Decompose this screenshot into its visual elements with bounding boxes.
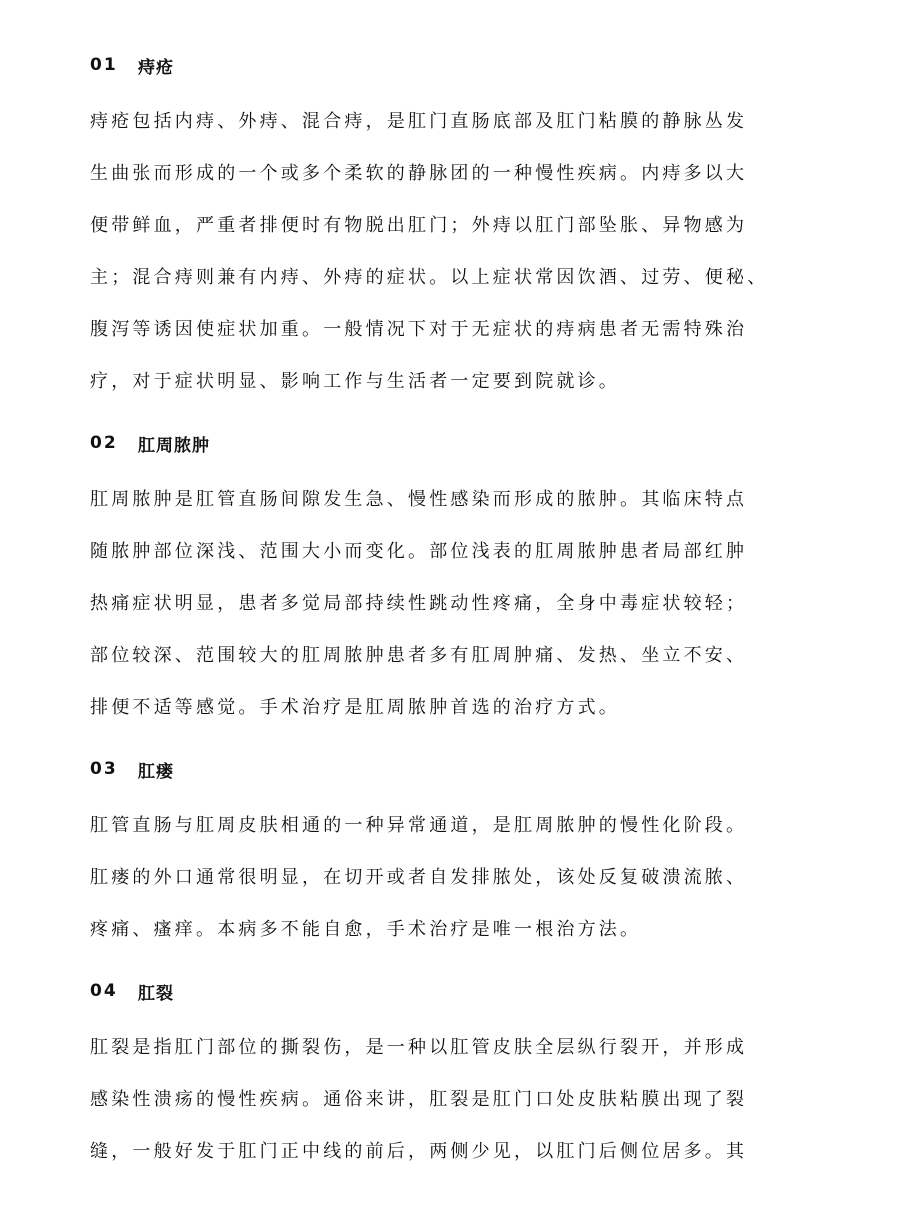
body-line: 主；混合痔则兼有内痔、外痔的症状。以上症状常因饮酒、过劳、便秘、 — [90, 267, 769, 288]
body-line: 生曲张而形成的一个或多个柔软的静脉团的一种慢性疾病。内痔多以大 — [90, 163, 748, 184]
body-line: 随脓肿部位深浅、范围大小而变化。部位浅表的肛周脓肿患者局部红肿 — [90, 541, 748, 562]
body-line: 肛瘘的外口通常很明显，在切开或者自发排脓处，该处反复破溃流脓、 — [90, 867, 748, 888]
body-line: 肛裂是指肛门部位的撕裂伤，是一种以肛管皮肤全层纵行裂开，并形成 — [90, 1037, 748, 1058]
body-line: 疼痛、瘙痒。本病多不能自愈，手术治疗是唯一根治方法。 — [90, 919, 642, 940]
body-line: 感染性溃疡的慢性疾病。通俗来讲，肛裂是肛门口处皮肤粘膜出现了裂 — [90, 1089, 748, 1110]
body-line: 缝，一般好发于肛门正中线的前后，两侧少见，以肛门后侧位居多。其 — [90, 1141, 748, 1162]
body-line: 部位较深、范围较大的肛周脓肿患者多有肛周肿痛、发热、坐立不安、 — [90, 645, 748, 666]
section-title: 肛裂 — [138, 983, 174, 1004]
section-04 — [90, 974, 792, 1178]
body-line: 肛管直肠与肛周皮肤相通的一种异常通道，是肛周脓肿的慢性化阶段。 — [90, 815, 748, 836]
section-01 — [90, 48, 792, 408]
section-heading — [90, 752, 792, 786]
section-number: 02 — [90, 433, 118, 453]
body-line: 痔疮包括内痔、外痔、混合痔，是肛门直肠底部及肛门粘膜的静脉丛发 — [90, 111, 748, 132]
section-number: 04 — [90, 981, 118, 1001]
body-line: 腹泻等诱因使症状加重。一般情况下对于无症状的痔病患者无需特殊治 — [90, 319, 748, 340]
section-body — [90, 96, 792, 408]
body-line: 疗，对于症状明显、影响工作与生活者一定要到院就诊。 — [90, 371, 620, 392]
section-title: 痔疮 — [138, 57, 174, 78]
section-number: 03 — [90, 759, 118, 779]
section-body — [90, 474, 792, 734]
body-line: 便带鲜血，严重者排便时有物脱出肛门；外痔以肛门部坠胀、异物感为 — [90, 215, 748, 236]
body-line: 排便不适等感觉。手术治疗是肛周脓肿首选的治疗方式。 — [90, 697, 620, 718]
section-heading — [90, 974, 792, 1008]
section-body — [90, 800, 792, 956]
section-title: 肛周脓肿 — [138, 435, 210, 456]
section-body — [90, 1022, 792, 1178]
section-02 — [90, 426, 792, 734]
section-heading — [90, 426, 792, 460]
section-title: 肛瘘 — [138, 761, 174, 782]
section-heading — [90, 48, 792, 82]
section-03 — [90, 752, 792, 956]
body-line: 热痛症状明显，患者多觉局部持续性跳动性疼痛，全身中毒症状较轻； — [90, 593, 748, 614]
section-number: 01 — [90, 55, 118, 75]
body-line: 肛周脓肿是肛管直肠间隙发生急、慢性感染而形成的脓肿。其临床特点 — [90, 489, 748, 510]
